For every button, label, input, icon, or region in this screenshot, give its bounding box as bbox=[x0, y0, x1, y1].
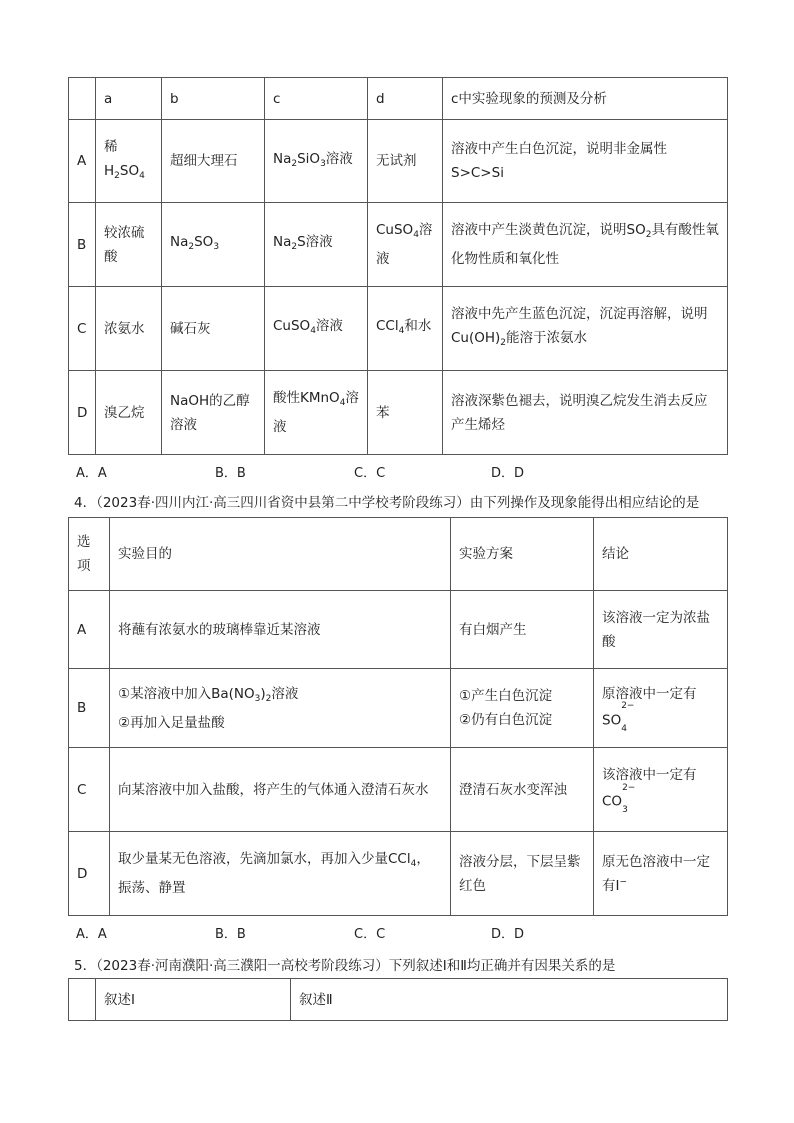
option-d[interactable]: D．D bbox=[491, 466, 525, 481]
row-label: B bbox=[69, 669, 110, 748]
cell-purpose: 取少量某无色溶液，先滴加氯水，再加入少量CCl$_4$， 振荡、静置 bbox=[110, 832, 451, 916]
statement-table bbox=[68, 978, 728, 1021]
table-row bbox=[69, 832, 728, 916]
header-cell: 实验方案 bbox=[451, 518, 594, 591]
header-cell: 结论 bbox=[594, 518, 728, 591]
cell-d: CuSO$_4$溶液 bbox=[368, 203, 443, 287]
answer-options-q3 bbox=[76, 462, 716, 484]
row-label: A bbox=[69, 120, 96, 203]
cell-c: CuSO$_4$溶液 bbox=[265, 287, 368, 371]
table-row bbox=[69, 371, 728, 455]
option-a[interactable]: A．A bbox=[76, 466, 107, 481]
row-label: B bbox=[69, 203, 96, 287]
cell-d: 无试剂 bbox=[368, 120, 443, 203]
cell-b: NaOH的乙醇溶液 bbox=[162, 371, 265, 455]
cell-conclusion: 该溶液中一定有 $CO^{2-}$ $_3$ bbox=[594, 748, 728, 832]
cell-d: CCl$_4$和水 bbox=[368, 287, 443, 371]
table-header-row bbox=[69, 78, 728, 120]
table-row bbox=[69, 287, 728, 371]
cell-c: $Na_2S$溶液 bbox=[265, 203, 368, 287]
cell-analysis: 溶液中产生白色沉淀，说明非金属性 S>C>Si bbox=[443, 120, 728, 203]
option-c[interactable]: C．C bbox=[354, 927, 386, 942]
cell-plan: 有白烟产生 bbox=[451, 591, 594, 669]
header-cell: 叙述Ⅰ bbox=[96, 979, 291, 1021]
cell-b: 碱石灰 bbox=[162, 287, 265, 371]
header-cell: 实验目的 bbox=[110, 518, 451, 591]
cell-b: $Na_2SO_3$ bbox=[162, 203, 265, 287]
row-label: D bbox=[69, 371, 96, 455]
cell-conclusion: 原无色溶液中一定 有I− bbox=[594, 832, 728, 916]
experiment-table bbox=[68, 517, 728, 916]
header-cell bbox=[69, 979, 96, 1021]
option-c[interactable]: C．C bbox=[354, 466, 386, 481]
table-row bbox=[69, 748, 728, 832]
cell-a: 浓氨水 bbox=[96, 287, 162, 371]
cell-analysis: 溶液中产生淡黄色沉淀，说明$SO_2$具有酸性氧化物性质和氧化性 bbox=[443, 203, 728, 287]
cell-purpose: 将蘸有浓氨水的玻璃棒靠近某溶液 bbox=[110, 591, 451, 669]
header-cell bbox=[69, 78, 96, 120]
header-cell: c bbox=[265, 78, 368, 120]
cell-a: 较浓硫酸 bbox=[96, 203, 162, 287]
header-cell: b bbox=[162, 78, 265, 120]
row-label: A bbox=[69, 591, 110, 669]
table-header-row bbox=[69, 518, 728, 591]
cell-analysis: 溶液深紫色褪去，说明溴乙烷发生消去反应产生烯烃 bbox=[443, 371, 728, 455]
question-4: 4．（2023春·四川内江·高三四川省资中县第二中学校考阶段练习）由下列操作及现象能得出相应结论的是 bbox=[74, 495, 700, 511]
cell-purpose: 向某溶液中加入盐酸，将产生的气体通入澄清石灰水 bbox=[110, 748, 451, 832]
question-5: 5．（2023春·河南濮阳·高三濮阳一高校考阶段练习）下列叙述Ⅰ和Ⅱ均正确并有因果关系的是 bbox=[74, 958, 616, 974]
cell-a: 溴乙烷 bbox=[96, 371, 162, 455]
header-cell: 叙述Ⅱ bbox=[291, 979, 728, 1021]
cell-c: $Na_2SiO_3$溶液 bbox=[265, 120, 368, 203]
option-a[interactable]: A．A bbox=[76, 927, 107, 942]
option-b[interactable]: B．B bbox=[215, 927, 246, 942]
header-cell: 选项 bbox=[69, 518, 110, 591]
cell-c: 酸性KMnO$_4$溶液 bbox=[265, 371, 368, 455]
cell-plan: ①产生白色沉淀 ②仍有白色沉淀 bbox=[451, 669, 594, 748]
row-label: C bbox=[69, 287, 96, 371]
reagent-table bbox=[68, 77, 728, 455]
option-b[interactable]: B．B bbox=[215, 466, 246, 481]
cell-plan: 溶液分层，下层呈紫红色 bbox=[451, 832, 594, 916]
cell-conclusion: 该溶液一定为浓盐酸 bbox=[594, 591, 728, 669]
header-cell: a bbox=[96, 78, 162, 120]
option-d[interactable]: D．D bbox=[491, 927, 525, 942]
header-cell: c中实验现象的预测及分析 bbox=[443, 78, 728, 120]
cell-d: 苯 bbox=[368, 371, 443, 455]
cell-plan: 澄清石灰水变浑浊 bbox=[451, 748, 594, 832]
cell-analysis: 溶液中先产生蓝色沉淀，沉淀再溶解，说明 $Cu(OH)_2$能溶于浓氨水 bbox=[443, 287, 728, 371]
table-row bbox=[69, 203, 728, 287]
row-label: C bbox=[69, 748, 110, 832]
cell-b: 超细大理石 bbox=[162, 120, 265, 203]
header-cell: d bbox=[368, 78, 443, 120]
cell-a: 稀 $H_2SO_4$ bbox=[96, 120, 162, 203]
cell-conclusion: 原溶液中一定有 $SO^{2-}$ $_4$ bbox=[594, 669, 728, 748]
table-row bbox=[69, 669, 728, 748]
table-row bbox=[69, 591, 728, 669]
table-row bbox=[69, 120, 728, 203]
row-label: D bbox=[69, 832, 110, 916]
table-header-row bbox=[69, 979, 728, 1021]
answer-options-q4 bbox=[76, 923, 716, 945]
cell-purpose: ①某溶液中加入$Ba(NO_3)_2$溶液 ②再加入足量盐酸 bbox=[110, 669, 451, 748]
